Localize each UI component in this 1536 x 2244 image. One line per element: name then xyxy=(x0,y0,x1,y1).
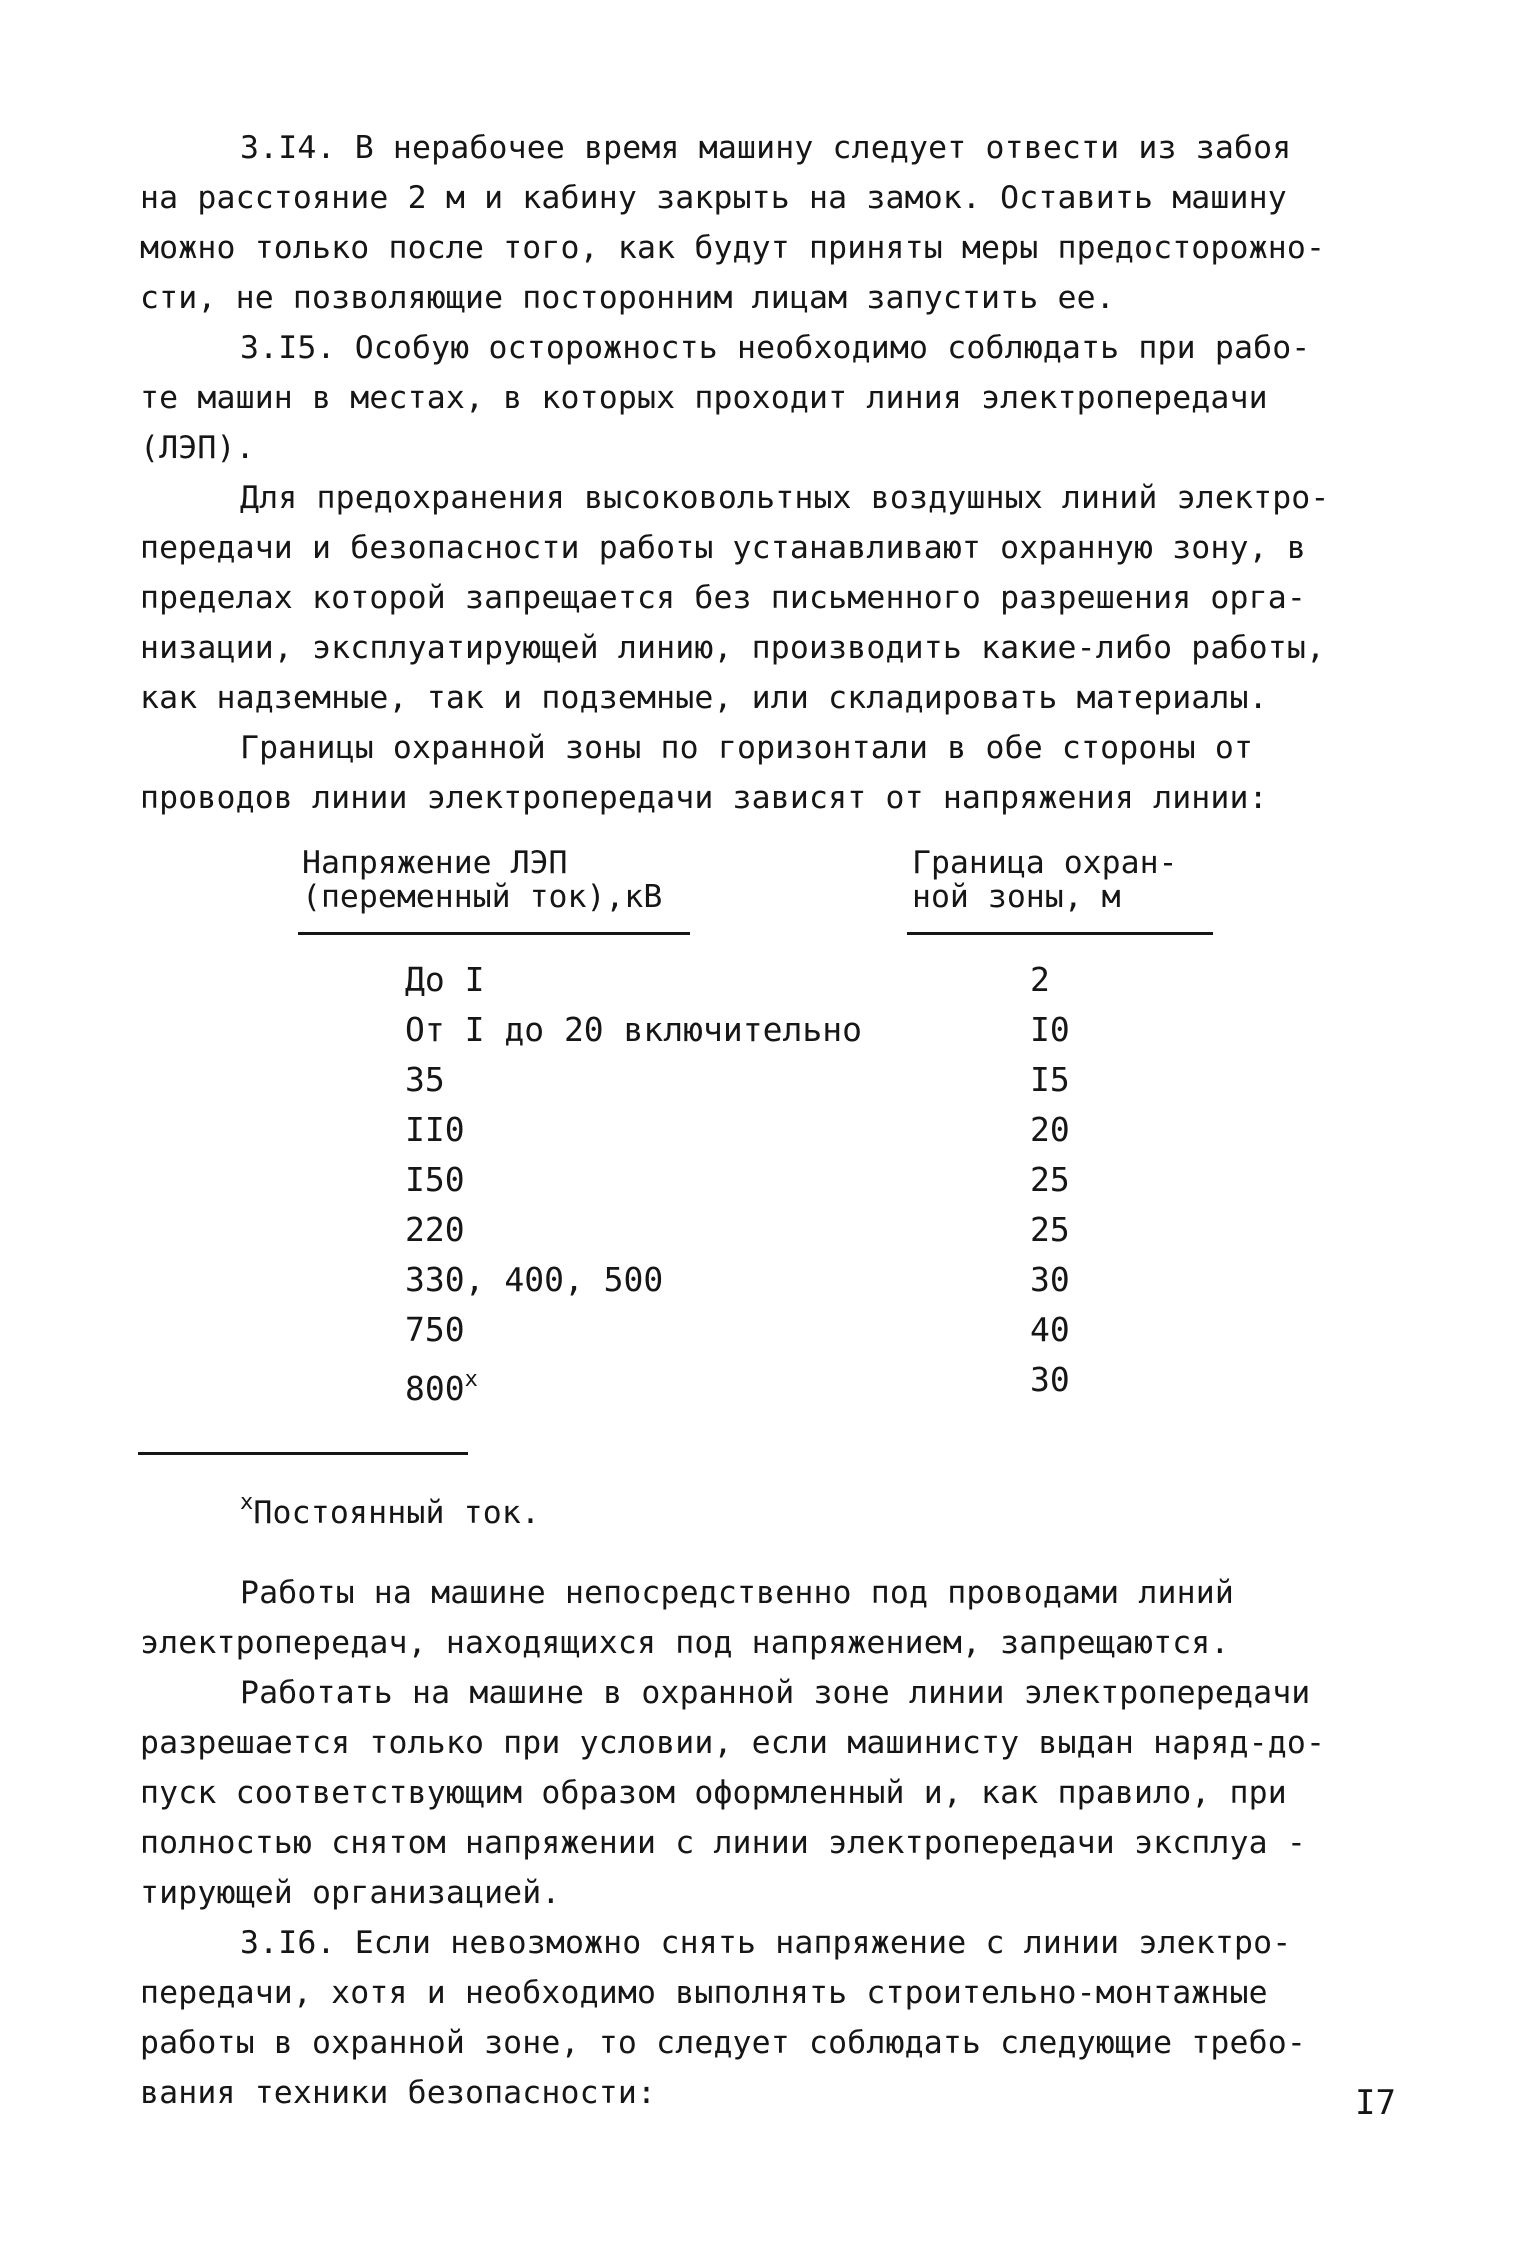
table-cell-zone: 25 xyxy=(1030,1160,1070,1199)
table-cell-zone: I5 xyxy=(1030,1060,1070,1099)
section-3-14-line-4: сти, не позволяющие посторонним лицам запустить ее. xyxy=(140,280,1115,316)
table-cell-zone: 20 xyxy=(1030,1110,1070,1149)
table-cell-voltage: От I до 20 включительно xyxy=(405,1010,862,1049)
table-cell-zone: 40 xyxy=(1030,1310,1070,1349)
table-header-zone-line-2: ной зоны, м xyxy=(912,879,1121,915)
allowed-paragraph-line-5: тирующей организацией. xyxy=(140,1875,561,1911)
table-cell-voltage: 750 xyxy=(405,1310,465,1349)
table-cell-voltage: I50 xyxy=(405,1160,465,1199)
section-3-14-line-3: можно только после того, как будут приняты меры предосторожно- xyxy=(140,230,1326,266)
table-cell-voltage: 800 xyxy=(405,1369,465,1408)
table-cell-voltage: II0 xyxy=(405,1110,465,1149)
zone-paragraph-line-4: низации, эксплуатирующей линию, производить какие-либо работы, xyxy=(140,630,1326,666)
section-3-14-line-1: 3.I4. В нерабочее время машину следует отвести из забоя xyxy=(240,130,1292,166)
table-cell-zone: I0 xyxy=(1030,1010,1070,1049)
footnote-text: Постоянный ток. xyxy=(253,1495,541,1531)
table-header-voltage-line-1: Напряжение ЛЭП xyxy=(302,845,568,881)
zone-paragraph-line-2: передачи и безопасности работы устанавливают охранную зону, в xyxy=(140,530,1306,566)
allowed-paragraph-line-4: полностью снятом напряжении с линии электропередачи эксплуа - xyxy=(140,1825,1306,1861)
table-cell-voltage: 330, 400, 500 xyxy=(405,1260,664,1299)
table-cell-zone: 2 xyxy=(1030,960,1050,999)
bounds-paragraph-line-2: проводов линии электропередачи зависят от напряжения линии: xyxy=(140,780,1268,816)
table-cell-voltage-with-footnote xyxy=(405,1355,478,1414)
zone-paragraph-line-5: как надземные, так и подземные, или складировать материалы. xyxy=(140,680,1268,716)
forbidden-paragraph-line-1: Работы на машине непосредственно под проводами линий xyxy=(240,1575,1234,1611)
bounds-paragraph-line-1: Границы охранной зоны по горизонтали в обе стороны от xyxy=(240,730,1254,766)
allowed-paragraph-line-3: пуск соответствующим образом оформленный и, как правило, при xyxy=(140,1775,1287,1811)
section-3-14-line-2: на расстояние 2 м и кабину закрыть на замок. Оставить машину xyxy=(140,180,1287,216)
header-underline-zone xyxy=(907,932,1213,935)
section-3-16-line-1: 3.I6. Если невозможно снять напряжение с линии электро- xyxy=(240,1925,1292,1961)
section-3-16-line-4: вания техники безопасности: xyxy=(140,2075,657,2111)
forbidden-paragraph-line-2: электропередач, находящихся под напряжением, запрещаются. xyxy=(140,1625,1230,1661)
page-number: I7 xyxy=(1355,2083,1396,2123)
footnote-mark: x xyxy=(240,1490,254,1515)
footnote-separator xyxy=(138,1452,468,1455)
table-cell-voltage: 220 xyxy=(405,1210,465,1249)
table-cell-zone: 30 xyxy=(1030,1360,1070,1399)
header-underline-voltage xyxy=(298,932,690,935)
table-header-zone-line-1: Граница охран- xyxy=(912,845,1178,881)
section-3-16-line-3: работы в охранной зоне, то следует соблюдать следующие требо- xyxy=(140,2025,1306,2061)
section-3-16-line-2: передачи, хотя и необходимо выполнять строительно-монтажные xyxy=(140,1975,1268,2011)
zone-paragraph-line-3: пределах которой запрещается без письменного разрешения орга- xyxy=(140,580,1306,616)
section-3-15-line-3: (ЛЭП). xyxy=(140,430,255,466)
allowed-paragraph-line-2: разрешается только при условии, если машинисту выдан наряд-до- xyxy=(140,1725,1326,1761)
section-3-15-line-2: те машин в местах, в которых проходит линия электропередачи xyxy=(140,380,1268,416)
table-header-voltage-line-2: (переменный ток),кВ xyxy=(302,879,663,915)
allowed-paragraph-line-1: Работать на машине в охранной зоне линии электропередачи xyxy=(240,1675,1311,1711)
table-cell-voltage: До I xyxy=(405,960,485,999)
table-cell-zone: 25 xyxy=(1030,1210,1070,1249)
zone-paragraph-line-1: Для предохранения высоковольтных воздушных линий электро- xyxy=(240,480,1330,516)
section-3-15-line-1: 3.I5. Особую осторожность необходимо соблюдать при рабо- xyxy=(240,330,1311,366)
table-cell-zone: 30 xyxy=(1030,1260,1070,1299)
table-cell-voltage: 35 xyxy=(405,1060,445,1099)
footnote xyxy=(240,1478,540,1538)
footnote-reference-mark: x xyxy=(464,1367,478,1392)
